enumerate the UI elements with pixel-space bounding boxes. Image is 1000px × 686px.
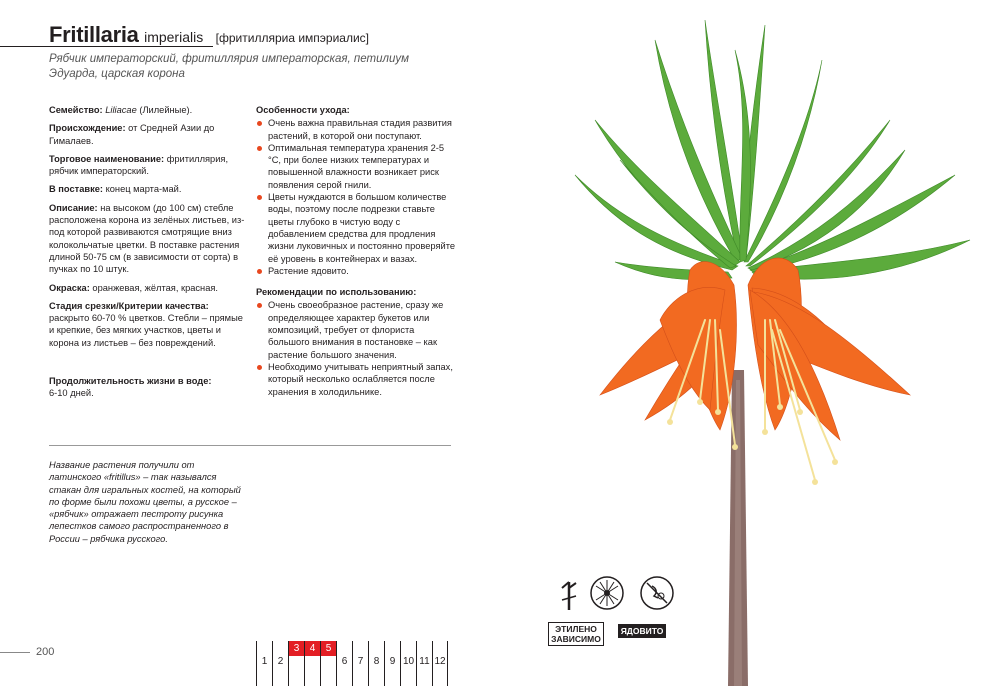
month-10: 10: [400, 641, 416, 686]
genus-name: Fritillaria: [49, 22, 139, 47]
month-9: 9: [384, 641, 400, 686]
fact-cut-stage: Стадия срезки/Критерии качества: раскрыто 60-70 % цветков. Стебли – прямые и крепкие, без мягких участков, цветы и корона из листьев – без повреждений.: [49, 300, 243, 348]
month-1: 1: [256, 641, 272, 686]
month-2: 2: [272, 641, 288, 686]
recommendations-list: [256, 299, 456, 397]
page-number: 200: [36, 646, 55, 658]
cut-stem-icon: [550, 574, 588, 612]
month-4: 4: [304, 641, 320, 686]
ethylene-badge: ЭТИЛЕНО ЗАВИСИМО: [548, 622, 604, 646]
fact-vase-life: Продолжительность жизни в воде: 6-10 дней.: [49, 376, 212, 399]
fact-origin: Происхождение: от Средней Азии до Гималаев.: [49, 123, 215, 146]
fact-description: Описание: на высоком (до 100 см) стебле расположена корона из зелёных листьев, из-под которой развиваются смотрящие вниз колокольчатые цветки. В поставке растения длиной 50-75 см (в зависимости от сорта) в пучках по 10 штук.: [49, 202, 245, 275]
page-title: [49, 22, 369, 48]
care-item: Растение ядовито.: [256, 265, 456, 277]
care-item: Очень важна правильная стадия развития растений, в которой они поступают.: [256, 117, 456, 142]
fact-color: Окраска: оранжевая, жёлтая, красная.: [49, 282, 218, 293]
section-divider: [49, 445, 451, 446]
month-5: 5: [320, 641, 336, 686]
transcription: [фритилляриа импэриалис]: [215, 31, 369, 45]
page-number-rule: [0, 652, 30, 653]
etymology-note: Название растения получили от латинского «fritillus» – так назывался стакан для игральных костей, на который по форме были похожи цветы, а русское – «рябчик» отражает пестроту рисунка лепестков самого распространенного в России – рябчика русского.: [49, 460, 241, 544]
species-name: imperialis: [144, 29, 204, 45]
flower-petals-icon: [588, 574, 626, 612]
month-11: 11: [416, 641, 432, 686]
recommendation-item: Необходимо учитывать неприятный запах, который несколько ослабляется после хранения в холодильнике.: [256, 361, 456, 398]
month-8: 8: [368, 641, 384, 686]
recommendation-item: Очень своеобразное растение, сразу же определяющее характер букетов или композиций, требует от флориста большого внимания в постановке – как растение большого значения.: [256, 299, 456, 360]
synonyms: Рябчик императорский, фритиллярия императорская, петилиум Эдуарда, царская корона: [49, 53, 409, 80]
month-12: 12: [432, 641, 448, 686]
fact-supply: В поставке: конец марта-май.: [49, 184, 182, 195]
care-item: Цветы нуждаются в большом количестве воды, поэтому после подрезки ставьте цветы глубоко в чистую воду с добавлением средства для продления жизни луковичных и постоянно проверяйте её уровень в контейнерах и вазах.: [256, 191, 456, 265]
smell-icon: [638, 574, 676, 612]
fact-trade-name: Торговое наименование: фритиллярия, рябчик императорский.: [49, 153, 229, 177]
supply-month-strip: [256, 641, 448, 686]
month-3: 3: [288, 641, 304, 686]
care-column: [256, 104, 456, 407]
care-title: Особенности ухода:: [256, 105, 350, 115]
care-item: Оптимальная температура хранения 2-5 °С, при более низких температурах и повышенной влажности возникает риск появления серой гнили.: [256, 142, 456, 191]
facts-column: [49, 104, 249, 406]
poison-badge: ЯДОВИТО: [618, 624, 666, 638]
recommendations-title: Рекомендации по использованию:: [256, 287, 417, 298]
month-6: 6: [336, 641, 352, 686]
month-7: 7: [352, 641, 368, 686]
fact-family: Семейство: Liliacae (Лилейные).: [49, 105, 193, 115]
care-list: [256, 117, 456, 277]
